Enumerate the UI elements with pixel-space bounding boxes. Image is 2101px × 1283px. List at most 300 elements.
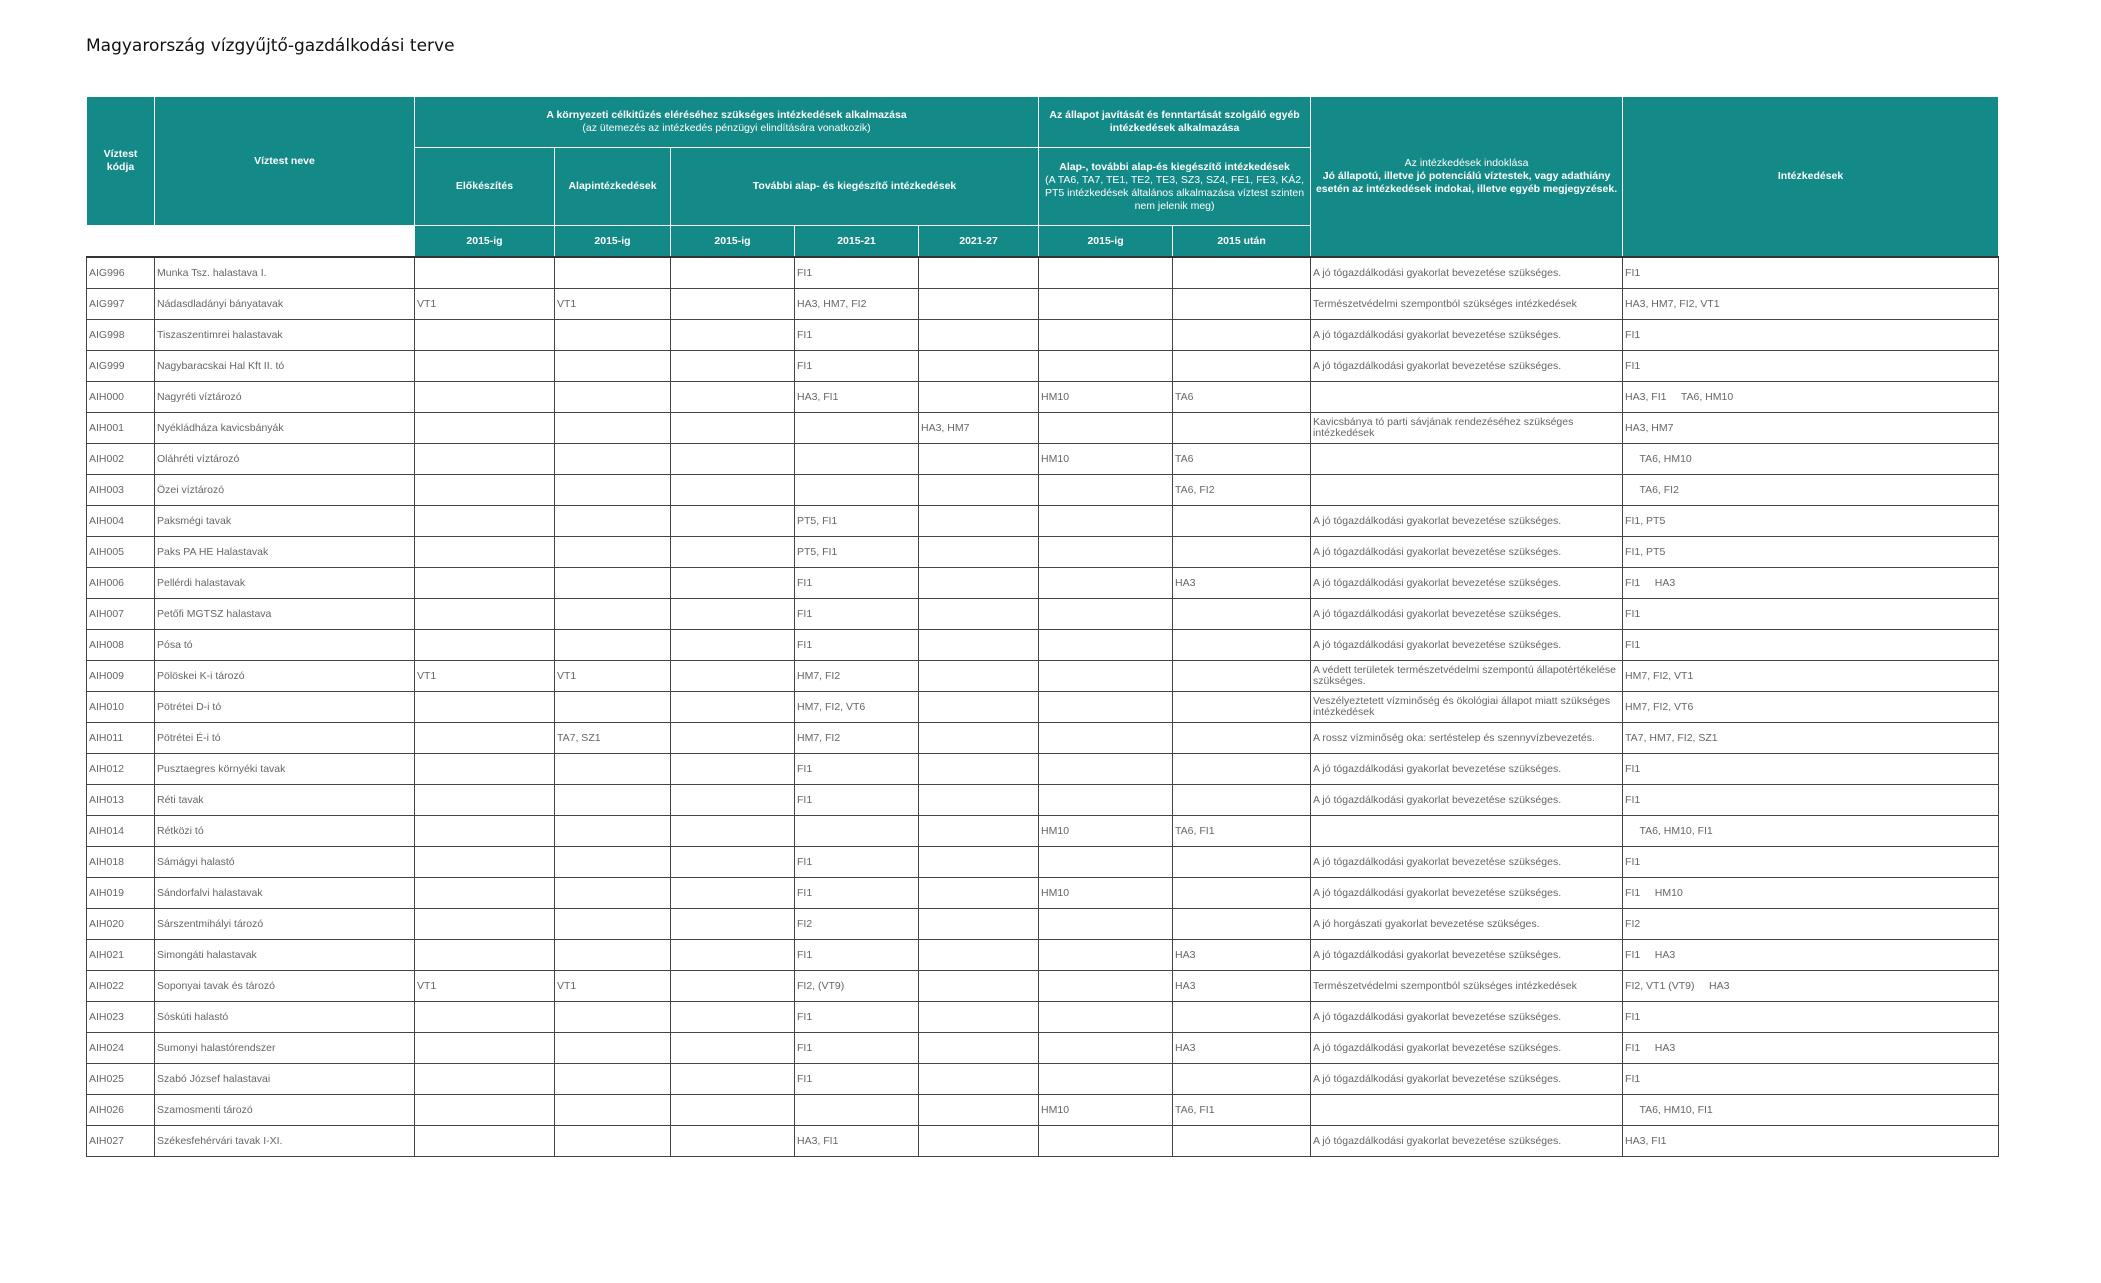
cell-name: Pölöskei K-i tározó [155, 661, 415, 692]
cell-further-2021-27 [919, 816, 1039, 847]
cell-measures: TA6, FI2 [1623, 475, 1999, 506]
cell-basic [555, 816, 671, 847]
cell-name: Rétközi tó [155, 816, 415, 847]
cell-further-2021-27 [919, 1064, 1039, 1095]
cell-other-2015 [1039, 320, 1173, 351]
cell-code: AIG998 [87, 320, 155, 351]
cell-prep [415, 909, 555, 940]
cell-justification: A jó tógazdálkodási gyakorlat bevezetése szükséges. [1311, 599, 1623, 630]
cell-further-2015 [671, 940, 795, 971]
cell-further-2021-27 [919, 1126, 1039, 1157]
table-row [87, 1064, 1999, 1095]
cell-code: AIH027 [87, 1126, 155, 1157]
cell-name: Sárszentmihályi tározó [155, 909, 415, 940]
cell-name: Pósa tó [155, 630, 415, 661]
cell-name: Nagyréti víztározó [155, 382, 415, 413]
cell-further-2021-27 [919, 320, 1039, 351]
cell-prep: VT1 [415, 289, 555, 320]
header-other-sub-note: (A TA6, TA7, TE1, TE2, TE3, SZ3, SZ4, FE1, FE3, KÁ2, PT5 intézkedések általános alkalmazása víztest szinten nem jelenik meg) [1044, 173, 1305, 212]
cell-name: Munka Tsz. halastava I. [155, 257, 415, 289]
cell-basic [555, 940, 671, 971]
cell-further-2015-21: HM7, FI2 [795, 661, 919, 692]
cell-justification: A jó horgászati gyakorlat bevezetése szükséges. [1311, 909, 1623, 940]
cell-further-2015 [671, 661, 795, 692]
cell-code: AIH019 [87, 878, 155, 909]
header-other-sub [1039, 148, 1311, 226]
table-row [87, 754, 1999, 785]
table-row [87, 816, 1999, 847]
table-header [87, 97, 1999, 258]
cell-code: AIH006 [87, 568, 155, 599]
table-row [87, 320, 1999, 351]
cell-measures: FI1 HA3 [1623, 1033, 1999, 1064]
cell-basic [555, 382, 671, 413]
cell-basic [555, 1064, 671, 1095]
cell-further-2021-27 [919, 257, 1039, 289]
cell-measures: TA6, HM10, FI1 [1623, 1095, 1999, 1126]
cell-code: AIH014 [87, 816, 155, 847]
cell-justification: A jó tógazdálkodási gyakorlat bevezetése szükséges. [1311, 630, 1623, 661]
table-row [87, 1095, 1999, 1126]
cell-code: AIH003 [87, 475, 155, 506]
cell-further-2015 [671, 444, 795, 475]
cell-name: Simongáti halastavak [155, 940, 415, 971]
cell-other-after [1173, 1126, 1311, 1157]
cell-justification: A rossz vízminőség oka: sertéstelep és szennyvízbevezetés. [1311, 723, 1623, 754]
header-period-further-2015-21: 2015-21 [795, 226, 919, 258]
cell-justification [1311, 1095, 1623, 1126]
cell-justification [1311, 475, 1623, 506]
cell-code: AIH025 [87, 1064, 155, 1095]
cell-further-2015 [671, 692, 795, 723]
cell-other-2015 [1039, 847, 1173, 878]
cell-other-after [1173, 723, 1311, 754]
cell-name: Tiszaszentimrei halastavak [155, 320, 415, 351]
cell-further-2021-27 [919, 1033, 1039, 1064]
cell-code: AIH024 [87, 1033, 155, 1064]
cell-further-2015-21: FI2, (VT9) [795, 971, 919, 1002]
cell-basic [555, 537, 671, 568]
cell-basic [555, 909, 671, 940]
cell-other-2015: HM10 [1039, 816, 1173, 847]
cell-basic [555, 320, 671, 351]
cell-other-after: HA3 [1173, 1033, 1311, 1064]
cell-further-2015 [671, 320, 795, 351]
cell-other-2015 [1039, 537, 1173, 568]
cell-further-2015 [671, 599, 795, 630]
cell-prep [415, 785, 555, 816]
cell-further-2015-21: FI1 [795, 940, 919, 971]
cell-further-2021-27 [919, 971, 1039, 1002]
header-code: Víztest kódja [87, 97, 155, 226]
table-row [87, 909, 1999, 940]
cell-other-2015 [1039, 413, 1173, 444]
cell-further-2015-21 [795, 475, 919, 506]
cell-further-2015 [671, 382, 795, 413]
cell-measures: FI1 [1623, 257, 1999, 289]
header-period-prep: 2015-ig [415, 226, 555, 258]
cell-other-2015 [1039, 940, 1173, 971]
cell-other-after [1173, 909, 1311, 940]
cell-measures: TA6, HM10 [1623, 444, 1999, 475]
cell-other-after: HA3 [1173, 568, 1311, 599]
table-row [87, 506, 1999, 537]
cell-other-2015 [1039, 723, 1173, 754]
cell-further-2015 [671, 971, 795, 1002]
cell-prep [415, 630, 555, 661]
cell-basic [555, 847, 671, 878]
cell-prep [415, 351, 555, 382]
cell-further-2015-21: FI1 [795, 599, 919, 630]
cell-name: Nádasdladányi bányatavak [155, 289, 415, 320]
cell-other-2015: HM10 [1039, 1095, 1173, 1126]
cell-further-2021-27 [919, 1095, 1039, 1126]
cell-basic [555, 506, 671, 537]
cell-further-2015 [671, 630, 795, 661]
table-row [87, 971, 1999, 1002]
cell-prep [415, 940, 555, 971]
cell-name: Szamosmenti tározó [155, 1095, 415, 1126]
cell-basic [555, 568, 671, 599]
cell-prep [415, 878, 555, 909]
header-basic: Alapintézkedések [555, 148, 671, 226]
header-env-group-title: A környezeti célkitűzés eléréséhez szükséges intézkedések alkalmazása [546, 109, 907, 121]
cell-further-2015 [671, 847, 795, 878]
cell-other-2015 [1039, 351, 1173, 382]
cell-other-2015: HM10 [1039, 382, 1173, 413]
cell-measures: FI1 HM10 [1623, 878, 1999, 909]
cell-justification: A jó tógazdálkodási gyakorlat bevezetése szükséges. [1311, 785, 1623, 816]
cell-measures: FI1, PT5 [1623, 506, 1999, 537]
cell-further-2015 [671, 1064, 795, 1095]
cell-code: AIH009 [87, 661, 155, 692]
cell-prep [415, 816, 555, 847]
cell-further-2015 [671, 506, 795, 537]
table-row [87, 599, 1999, 630]
cell-basic [555, 630, 671, 661]
cell-basic [555, 599, 671, 630]
cell-further-2021-27 [919, 785, 1039, 816]
cell-other-after: TA6, FI2 [1173, 475, 1311, 506]
cell-other-after [1173, 506, 1311, 537]
header-name: Víztest neve [155, 97, 415, 226]
cell-prep [415, 413, 555, 444]
cell-further-2015 [671, 754, 795, 785]
cell-other-2015 [1039, 257, 1173, 289]
table-row [87, 568, 1999, 599]
cell-name: Sóskúti halastó [155, 1002, 415, 1033]
cell-name: Soponyai tavak és tározó [155, 971, 415, 1002]
cell-justification: Természetvédelmi szempontból szükséges intézkedések [1311, 289, 1623, 320]
cell-justification: A jó tógazdálkodási gyakorlat bevezetése szükséges. [1311, 847, 1623, 878]
cell-name: Paks PA HE Halastavak [155, 537, 415, 568]
header-measures: Intézkedések [1623, 97, 1999, 258]
cell-further-2015-21: FI2 [795, 909, 919, 940]
cell-further-2015-21: FI1 [795, 630, 919, 661]
cell-prep [415, 382, 555, 413]
cell-further-2015-21: PT5, FI1 [795, 506, 919, 537]
cell-justification: A jó tógazdálkodási gyakorlat bevezetése szükséges. [1311, 568, 1623, 599]
cell-further-2015 [671, 1033, 795, 1064]
cell-prep [415, 1033, 555, 1064]
cell-basic [555, 444, 671, 475]
cell-prep: VT1 [415, 971, 555, 1002]
cell-further-2015 [671, 537, 795, 568]
cell-other-after [1173, 661, 1311, 692]
cell-measures: FI1 [1623, 847, 1999, 878]
cell-justification: Veszélyeztetett vízminőség és ökológiai állapot miatt szükséges intézkedések [1311, 692, 1623, 723]
cell-other-after [1173, 754, 1311, 785]
cell-further-2015 [671, 289, 795, 320]
cell-justification: Természetvédelmi szempontból szükséges intézkedések [1311, 971, 1623, 1002]
cell-code: AIH018 [87, 847, 155, 878]
header-period-other-after: 2015 után [1173, 226, 1311, 258]
cell-prep [415, 723, 555, 754]
cell-prep [415, 1064, 555, 1095]
cell-further-2021-27 [919, 661, 1039, 692]
cell-measures: HM7, FI2, VT1 [1623, 661, 1999, 692]
cell-other-2015 [1039, 1064, 1173, 1095]
cell-code: AIH012 [87, 754, 155, 785]
cell-further-2021-27 [919, 754, 1039, 785]
table-row [87, 382, 1999, 413]
cell-other-after: HA3 [1173, 940, 1311, 971]
cell-basic [555, 475, 671, 506]
cell-code: AIH005 [87, 537, 155, 568]
header-justification-title: Az intézkedések indoklása [1404, 157, 1529, 169]
cell-justification [1311, 816, 1623, 847]
cell-measures: FI2 [1623, 909, 1999, 940]
cell-prep [415, 506, 555, 537]
cell-code: AIG999 [87, 351, 155, 382]
cell-prep: VT1 [415, 661, 555, 692]
cell-measures: HA3, HM7 [1623, 413, 1999, 444]
cell-prep [415, 1095, 555, 1126]
cell-name: Szabó József halastavai [155, 1064, 415, 1095]
cell-basic [555, 1126, 671, 1157]
cell-other-2015 [1039, 568, 1173, 599]
cell-measures: TA6, HM10, FI1 [1623, 816, 1999, 847]
header-env-group-subtitle: (az ütemezés az intézkedés pénzügyi elindítására vonatkozik) [582, 122, 871, 134]
cell-name: Özei víztározó [155, 475, 415, 506]
table-row [87, 661, 1999, 692]
table-row [87, 537, 1999, 568]
cell-name: Pusztaegres környéki tavak [155, 754, 415, 785]
cell-code: AIG996 [87, 257, 155, 289]
cell-prep [415, 320, 555, 351]
cell-measures: FI1 [1623, 599, 1999, 630]
cell-basic [555, 785, 671, 816]
cell-further-2015-21: FI1 [795, 351, 919, 382]
cell-basic [555, 413, 671, 444]
cell-further-2015-21: FI1 [795, 1064, 919, 1095]
cell-name: Székesfehérvári tavak I-XI. [155, 1126, 415, 1157]
cell-further-2021-27 [919, 568, 1039, 599]
cell-measures: HA3, HM7, FI2, VT1 [1623, 289, 1999, 320]
table-row [87, 475, 1999, 506]
cell-code: AIH010 [87, 692, 155, 723]
cell-basic [555, 692, 671, 723]
cell-measures: HM7, FI2, VT6 [1623, 692, 1999, 723]
cell-further-2015 [671, 413, 795, 444]
cell-prep [415, 754, 555, 785]
cell-other-after: HA3 [1173, 971, 1311, 1002]
cell-further-2021-27 [919, 940, 1039, 971]
cell-other-2015 [1039, 1033, 1173, 1064]
table-body [87, 257, 1999, 1157]
cell-further-2015 [671, 1126, 795, 1157]
cell-further-2015-21: PT5, FI1 [795, 537, 919, 568]
cell-prep [415, 692, 555, 723]
cell-other-2015 [1039, 599, 1173, 630]
cell-further-2015-21: HA3, FI1 [795, 1126, 919, 1157]
cell-name: Sámágyi halastó [155, 847, 415, 878]
cell-other-2015: HM10 [1039, 444, 1173, 475]
cell-prep [415, 444, 555, 475]
header-justification [1311, 97, 1623, 258]
cell-justification: A jó tógazdálkodási gyakorlat bevezetése szükséges. [1311, 351, 1623, 382]
cell-code: AIG997 [87, 289, 155, 320]
cell-other-2015 [1039, 1002, 1173, 1033]
cell-further-2015 [671, 785, 795, 816]
cell-other-2015 [1039, 475, 1173, 506]
cell-justification: A jó tógazdálkodási gyakorlat bevezetése szükséges. [1311, 506, 1623, 537]
cell-prep [415, 257, 555, 289]
cell-name: Nagybaracskai Hal Kft II. tó [155, 351, 415, 382]
cell-further-2015 [671, 909, 795, 940]
cell-name: Nyékládháza kavicsbányák [155, 413, 415, 444]
cell-measures: FI1 [1623, 351, 1999, 382]
cell-other-after [1173, 413, 1311, 444]
cell-code: AIH020 [87, 909, 155, 940]
cell-code: AIH004 [87, 506, 155, 537]
cell-other-after: TA6, FI1 [1173, 1095, 1311, 1126]
header-further: További alap- és kiegészítő intézkedések [671, 148, 1039, 226]
cell-other-after [1173, 320, 1311, 351]
cell-name: Oláhréti víztározó [155, 444, 415, 475]
header-other-group: Az állapot javítását és fenntartását szolgáló egyéb intézkedések alkalmazása [1039, 97, 1311, 148]
cell-further-2015-21 [795, 413, 919, 444]
cell-other-after [1173, 630, 1311, 661]
cell-prep [415, 537, 555, 568]
cell-further-2015-21: FI1 [795, 568, 919, 599]
cell-basic [555, 878, 671, 909]
cell-further-2021-27 [919, 537, 1039, 568]
cell-further-2015-21: FI1 [795, 785, 919, 816]
cell-other-2015 [1039, 785, 1173, 816]
cell-basic [555, 257, 671, 289]
cell-further-2015 [671, 257, 795, 289]
header-other-sub-title: Alap-, további alap-és kiegészítő intézkedések [1059, 160, 1290, 173]
cell-code: AIH002 [87, 444, 155, 475]
cell-other-after: TA6 [1173, 444, 1311, 475]
cell-name: Paksmégi tavak [155, 506, 415, 537]
cell-other-after [1173, 537, 1311, 568]
cell-justification: A védett területek természetvédelmi szempontú állapotértékelése szükséges. [1311, 661, 1623, 692]
cell-basic [555, 1033, 671, 1064]
cell-measures: FI1 [1623, 754, 1999, 785]
cell-other-2015 [1039, 661, 1173, 692]
header-period-basic: 2015-ig [555, 226, 671, 258]
cell-prep [415, 568, 555, 599]
cell-further-2015 [671, 475, 795, 506]
cell-further-2015-21: HA3, FI1 [795, 382, 919, 413]
cell-further-2015-21: FI1 [795, 1033, 919, 1064]
cell-name: Sándorfalvi halastavak [155, 878, 415, 909]
header-period-further-2021-27: 2021-27 [919, 226, 1039, 258]
cell-basic [555, 754, 671, 785]
table-row [87, 630, 1999, 661]
table-row [87, 444, 1999, 475]
cell-prep [415, 1126, 555, 1157]
cell-code: AIH007 [87, 599, 155, 630]
cell-prep [415, 475, 555, 506]
measures-table-container [86, 96, 1998, 1157]
cell-justification: A jó tógazdálkodási gyakorlat bevezetése szükséges. [1311, 320, 1623, 351]
cell-basic: VT1 [555, 289, 671, 320]
cell-other-2015 [1039, 692, 1173, 723]
cell-measures: HA3, FI1 [1623, 1126, 1999, 1157]
cell-justification: A jó tógazdálkodási gyakorlat bevezetése szükséges. [1311, 1126, 1623, 1157]
header-period-other-2015: 2015-ig [1039, 226, 1173, 258]
cell-further-2021-27 [919, 630, 1039, 661]
table-row [87, 692, 1999, 723]
table-row [87, 289, 1999, 320]
cell-other-after [1173, 599, 1311, 630]
cell-measures: FI1 HA3 [1623, 940, 1999, 971]
cell-other-after [1173, 878, 1311, 909]
cell-other-after: TA6 [1173, 382, 1311, 413]
cell-further-2021-27 [919, 444, 1039, 475]
cell-name: Pötrétei É-i tó [155, 723, 415, 754]
cell-measures: FI2, VT1 (VT9) HA3 [1623, 971, 1999, 1002]
cell-justification: A jó tógazdálkodási gyakorlat bevezetése szükséges. [1311, 878, 1623, 909]
cell-measures: FI1 [1623, 1064, 1999, 1095]
cell-basic: TA7, SZ1 [555, 723, 671, 754]
cell-name: Pötrétei D-i tó [155, 692, 415, 723]
measures-table [86, 96, 1999, 1157]
cell-code: AIH023 [87, 1002, 155, 1033]
cell-further-2015-21: FI1 [795, 320, 919, 351]
cell-further-2015-21: FI1 [795, 878, 919, 909]
header-prep: Előkészítés [415, 148, 555, 226]
cell-justification [1311, 382, 1623, 413]
cell-other-after [1173, 351, 1311, 382]
cell-further-2021-27 [919, 382, 1039, 413]
cell-justification: Kavicsbánya tó parti sávjának rendezéséhez szükséges intézkedések [1311, 413, 1623, 444]
cell-other-2015 [1039, 289, 1173, 320]
cell-further-2015-21 [795, 816, 919, 847]
cell-other-2015 [1039, 754, 1173, 785]
cell-justification: A jó tógazdálkodási gyakorlat bevezetése szükséges. [1311, 257, 1623, 289]
cell-justification: A jó tógazdálkodási gyakorlat bevezetése szükséges. [1311, 1064, 1623, 1095]
cell-further-2015 [671, 723, 795, 754]
cell-further-2015-21: HM7, FI2 [795, 723, 919, 754]
cell-further-2015 [671, 816, 795, 847]
table-row [87, 351, 1999, 382]
cell-measures: FI1 HA3 [1623, 568, 1999, 599]
cell-measures: FI1, PT5 [1623, 537, 1999, 568]
table-row [87, 878, 1999, 909]
cell-other-after: TA6, FI1 [1173, 816, 1311, 847]
table-row [87, 940, 1999, 971]
header-period-further-2015: 2015-ig [671, 226, 795, 258]
cell-other-after [1173, 692, 1311, 723]
cell-further-2015 [671, 1002, 795, 1033]
cell-measures: FI1 [1623, 630, 1999, 661]
cell-other-after [1173, 257, 1311, 289]
table-row [87, 723, 1999, 754]
